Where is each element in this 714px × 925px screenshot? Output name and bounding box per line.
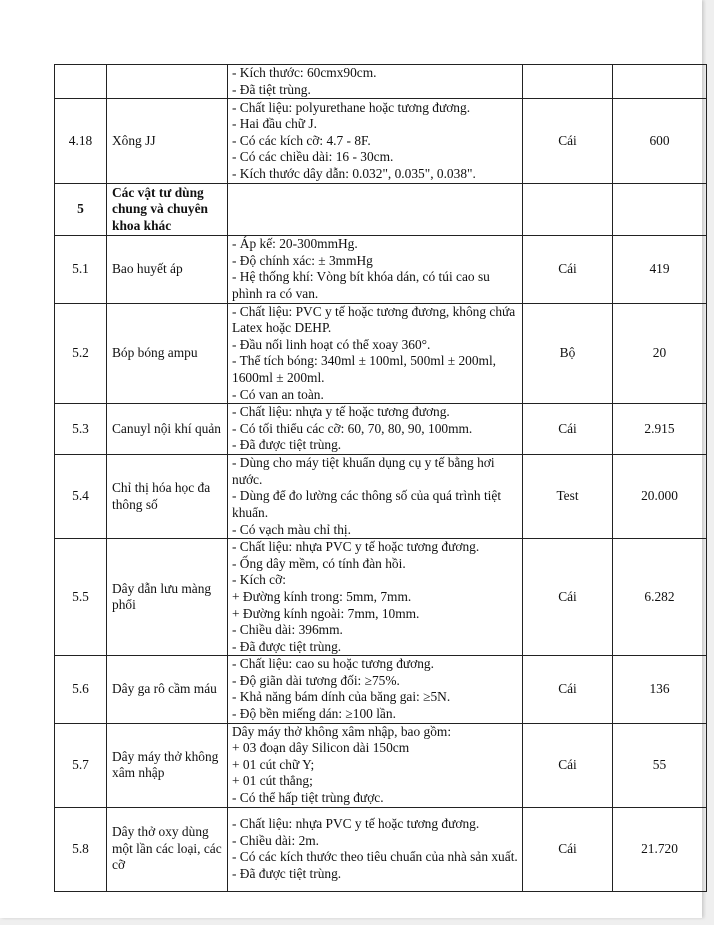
spec-line: - Có vạch màu chỉ thị. [232,521,351,537]
spec-line: - Ống dây mềm, có tính đàn hồi. [232,555,406,571]
spec-line: - Dùng cho máy tiệt khuẩn dụng cụ y tế bằng hơi nước. [232,455,495,487]
cell-quantity: 55 [613,723,707,807]
table-row [55,723,707,807]
spec-line: + Đường kính trong: 5mm, 7mm. [232,588,412,604]
cell-unit: Bộ [523,303,613,404]
spec-line: - Độ bền miếng dán: ≥100 lần. [232,706,396,722]
spec-line: - Có thể hấp tiệt trùng được. [232,790,384,806]
spec-line: + Đường kính ngoài: 7mm, 10mm. [232,605,420,621]
spec-line: - Khả năng bám dính của băng gai: ≥5N. [232,689,451,705]
table-row [55,65,707,99]
cell-unit: Test [523,455,613,539]
cell-index: 5.8 [55,807,107,891]
spec-line: - Đã được tiệt trùng. [232,865,342,881]
cell-quantity: 6.282 [613,539,707,656]
spec-line: - Chất liệu: cao su hoặc tương đương. [232,656,434,672]
spec-line: - Kích thước dây dẫn: 0.032", 0.035", 0.038". [232,166,476,182]
spec-line: - Chiều dài: 396mm. [232,622,343,638]
cell-specification [228,539,523,656]
cell-specification [228,236,523,303]
spec-line: - Có các chiều dài: 16 - 30cm. [232,149,394,165]
cell-quantity: 136 [613,656,707,723]
cell-item-name: Các vật tư dùng chung và chuyên khoa khác [107,184,228,236]
cell-index: 5.4 [55,455,107,539]
cell-specification [228,455,523,539]
cell-specification [228,404,523,455]
cell-index: 5 [55,184,107,236]
spec-line: - Chất liệu: nhựa y tế hoặc tương đương. [232,404,450,420]
spec-line: - Có van an toàn. [232,386,324,402]
cell-item-name: Xông JJ [107,99,228,184]
spec-line: - Đã tiệt trùng. [232,81,311,97]
cell-quantity [613,184,707,236]
spec-line: - Dùng để đo lường các thông số của quá trình tiệt khuẩn. [232,488,502,520]
cell-item-name: Chỉ thị hóa học đa thông số [107,455,228,539]
cell-item-name: Bóp bóng ampu [107,303,228,404]
cell-item-name: Dây ga rô cầm máu [107,656,228,723]
table-body [55,65,707,892]
spec-line: + 03 đoạn dây Silicon dài 150cm [232,740,410,756]
cell-index: 5.3 [55,404,107,455]
spec-line: - Đã được tiệt trùng. [232,437,342,453]
cell-index [55,65,107,99]
table-row [55,184,707,236]
cell-index: 5.2 [55,303,107,404]
spec-line: - Thể tích bóng: 340ml ± 100ml, 500ml ± 200ml, 1600ml ± 200ml. [232,353,497,385]
spec-line: Dây máy thở không xâm nhập, bao gồm: [232,723,452,739]
spec-line: - Kích thước: 60cmx90cm. [232,65,377,80]
table-row [55,807,707,891]
cell-specification [228,303,523,404]
table-row [55,99,707,184]
cell-specification [228,184,523,236]
spec-line: - Có các kích cỡ: 4.7 - 8F. [232,132,371,148]
spec-line: - Chất liệu: nhựa PVC y tế hoặc tương đương. [232,815,480,831]
table-row [55,455,707,539]
spec-line: - Áp kế: 20-300mmHg. [232,236,358,252]
cell-unit: Cái [523,404,613,455]
cell-specification [228,807,523,891]
spec-line: - Đầu nối linh hoạt có thể xoay 360°. [232,336,431,352]
cell-quantity: 600 [613,99,707,184]
cell-quantity: 21.720 [613,807,707,891]
spec-line: - Có các kích thước theo tiêu chuẩn của nhà sản xuất. [232,849,518,865]
table-row [55,303,707,404]
spec-line: + 01 cút thẳng; [232,773,313,789]
cell-item-name: Bao huyết áp [107,236,228,303]
supplies-table [54,64,707,892]
spec-line: - Chất liệu: PVC y tế hoặc tương đương, không chứa Latex hoặc DEHP. [232,303,516,336]
spec-line: - Hệ thống khí: Vòng bít khóa dán, có túi cao su phình ra có van. [232,269,490,301]
table-row [55,539,707,656]
cell-item-name: Dây dẫn lưu màng phổi [107,539,228,656]
spec-line: - Đã được tiệt trùng. [232,638,342,654]
cell-item-name: Canuyl nội khí quản [107,404,228,455]
cell-unit: Cái [523,723,613,807]
cell-quantity: 20 [613,303,707,404]
cell-unit: Cái [523,539,613,656]
spec-line: - Có tối thiểu các cỡ: 60, 70, 80, 90, 100mm. [232,420,473,436]
cell-quantity: 419 [613,236,707,303]
table-row [55,656,707,723]
spec-line: - Độ chính xác: ± 3mmHg [232,252,373,268]
cell-specification [228,723,523,807]
cell-unit [523,65,613,99]
cell-specification [228,656,523,723]
cell-specification [228,65,523,99]
table-row [55,404,707,455]
cell-item-name: Dây máy thở không xâm nhập [107,723,228,807]
spec-line: - Chất liệu: polyurethane hoặc tương đương. [232,99,471,115]
table-row [55,236,707,303]
cell-specification [228,99,523,184]
cell-unit [523,184,613,236]
cell-item-name [107,65,228,99]
spec-line: - Chất liệu: nhựa PVC y tế hoặc tương đương. [232,539,480,555]
cell-unit: Cái [523,236,613,303]
cell-index: 4.18 [55,99,107,184]
cell-quantity [613,65,707,99]
cell-index: 5.1 [55,236,107,303]
cell-index: 5.5 [55,539,107,656]
spec-line: - Hai đầu chữ J. [232,116,317,132]
cell-item-name: Dây thở oxy dùng một lần các loại, các cỡ [107,807,228,891]
cell-index: 5.7 [55,723,107,807]
cell-unit: Cái [523,807,613,891]
spec-line: - Chiều dài: 2m. [232,832,320,848]
cell-quantity: 2.915 [613,404,707,455]
cell-quantity: 20.000 [613,455,707,539]
cell-unit: Cái [523,656,613,723]
spec-line: + 01 cút chữ Y; [232,756,315,772]
spec-line: - Kích cỡ: [232,572,286,588]
spec-line: - Độ giãn dài tương đối: ≥75%. [232,672,400,688]
cell-index: 5.6 [55,656,107,723]
cell-unit: Cái [523,99,613,184]
